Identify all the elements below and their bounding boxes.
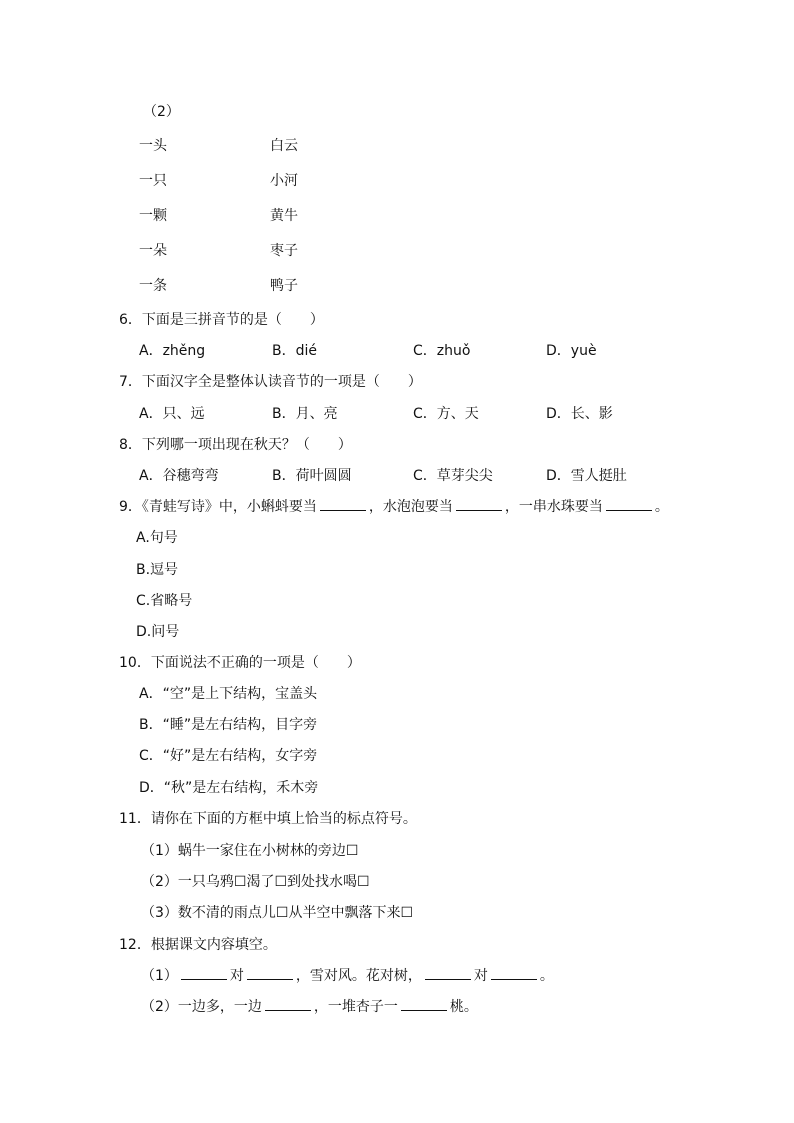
q6-option-a: A．zhěng [139,343,206,359]
q6-option-d: D．yuè [546,343,597,359]
q5-left-item: 一头 [139,138,167,154]
q5-right-item: 小河 [270,173,298,189]
q12-line-1 [141,967,554,985]
q12-line1-part5: 。 [539,968,554,984]
q9-stem-part3: ，一串水珠要当 [504,499,603,515]
q12-line1-part4: 对 [473,968,488,984]
q10-stem: 10．下面说法不正确的一项是（ ） [119,655,361,671]
q5-left-item: 一只 [139,173,167,189]
q9-stem [119,498,669,516]
q9-blank-3[interactable] [606,498,652,511]
q7-option-c: C．方、天 [413,406,479,422]
q12-line1-part1: （1） [141,968,178,984]
q7-option-b: B．月、亮 [272,406,338,422]
q12-blank-2[interactable] [247,967,293,980]
q9-option-c: C.省略号 [136,593,193,609]
q10-option-a: A．“空”是上下结构，宝盖头 [139,686,318,702]
q5-right-item: 白云 [270,138,298,154]
q8-option-c: C．草芽尖尖 [413,468,493,484]
q5-part2-label: （2） [143,104,180,120]
q9-option-b: B.逗号 [136,562,179,578]
q11-item-3: （3）数不清的雨点儿☐从半空中飘落下来☐ [141,905,414,921]
q9-blank-2[interactable] [456,498,502,511]
q10-option-b: B．“睡”是左右结构，目字旁 [139,717,318,733]
q6-option-c: C．zhuǒ [413,343,471,359]
q12-stem: 12．根据课文内容填空。 [119,937,277,953]
q12-line1-part2: 对 [229,968,244,984]
q12-blank-1[interactable] [181,967,227,980]
q10-option-d: D．“秋”是左右结构，禾木旁 [139,780,319,796]
q12-line2-part1: （2）一边多，一边 [141,999,262,1015]
q8-stem: 8．下列哪一项出现在秋天？（ ） [119,437,352,453]
q9-stem-part1: 9．《青蛙写诗》中，小蝌蚪要当 [119,499,317,515]
q8-option-a: A．谷穗弯弯 [139,468,219,484]
q7-option-d: D．长、影 [546,406,613,422]
q9-stem-part4: 。 [654,499,669,515]
q10-option-c: C．“好”是左右结构，女字旁 [139,748,318,764]
q9-blank-1[interactable] [320,498,366,511]
q5-right-item: 鸭子 [270,278,298,294]
q9-stem-part2: ，水泡泡要当 [368,499,453,515]
q12-blank-5[interactable] [265,998,311,1011]
q9-option-d: D.问号 [136,624,180,640]
q6-option-b: B．dié [272,343,317,359]
q5-left-item: 一朵 [139,243,167,259]
q11-item-1: （1）蜗牛一家住在小树林的旁边☐ [141,843,359,859]
q12-blank-3[interactable] [425,967,471,980]
q12-blank-6[interactable] [401,998,447,1011]
q12-line1-part3: ，雪对风。花对树， [295,968,422,984]
q5-right-item: 枣子 [270,243,298,259]
q8-option-d: D．雪人挺肚 [546,468,627,484]
q12-blank-4[interactable] [491,967,537,980]
q12-line2-part2: ，一堆杏子一 [313,999,398,1015]
q9-option-a: A.句号 [136,530,178,546]
q7-stem: 7．下面汉字全是整体认读音节的一项是（ ） [119,374,422,390]
q5-left-item: 一条 [139,278,167,294]
q8-option-b: B．荷叶圆圆 [272,468,352,484]
q12-line-2 [141,998,478,1016]
q11-stem: 11．请你在下面的方框中填上恰当的标点符号。 [119,811,417,827]
q5-right-item: 黄牛 [270,208,298,224]
q11-item-2: （2）一只乌鸦☐渴了☐到处找水喝☐ [141,874,370,890]
q7-option-a: A．只、远 [139,406,205,422]
q12-line2-part3: 桃。 [449,999,478,1015]
q5-left-item: 一颗 [139,208,167,224]
q6-stem: 6．下面是三拼音节的是（ ） [119,312,324,328]
